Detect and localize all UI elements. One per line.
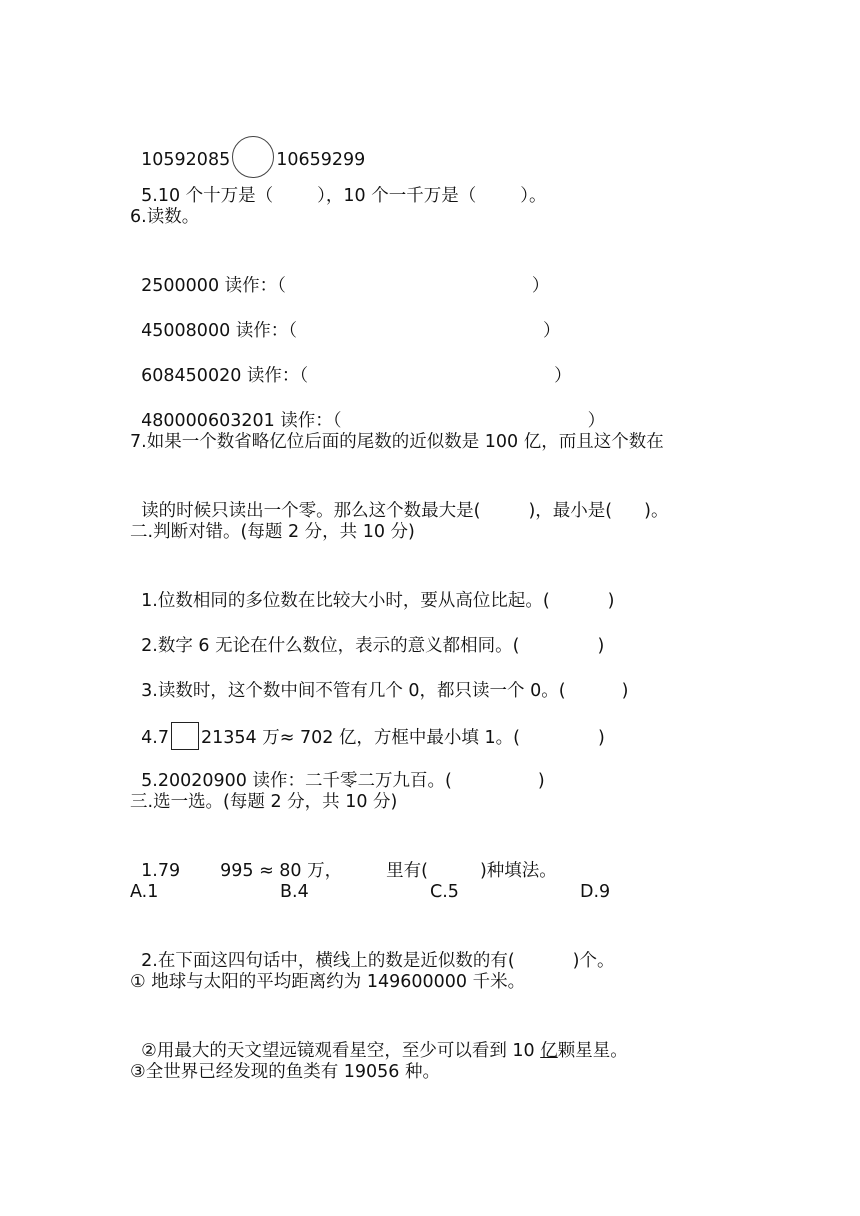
- choice-q2: [130, 925, 615, 973]
- q4-right-number: 10659299: [276, 150, 366, 170]
- choice-q1-option-a[interactable]: A.1: [130, 882, 159, 902]
- q6-item-4-label: 480000603201 读作：（: [141, 411, 342, 431]
- judge-item-3-close: ): [621, 681, 629, 701]
- statement-2-post: 颗星星。: [557, 1041, 628, 1061]
- statement-2: [130, 1015, 628, 1063]
- judge-item-4-close: ): [597, 728, 605, 748]
- section3-title: 三.选一选。(每题 2 分，共 10 分): [130, 792, 398, 812]
- choice-q1-text-c: 里有(: [386, 861, 428, 881]
- judge-item-1-text: 1.位数相同的多位数在比较大小时，要从高位比起。(: [141, 591, 550, 611]
- choice-q1-text-b: 995 ≈ 80 万，: [220, 861, 343, 881]
- q6-title: 6.读数。: [130, 207, 200, 227]
- q6-item-4: [130, 385, 605, 433]
- judge-item-5-close: ): [537, 771, 545, 791]
- choice-q2-text-b: )个。: [572, 951, 615, 971]
- judge-item-3-text: 3.读数时，这个数中间不管有几个 0，都只读一个 0。(: [141, 681, 566, 701]
- q5-text-b: ），10 个一千万是（: [317, 186, 477, 206]
- q5-text-a: 5.10 个十万是（: [141, 186, 274, 206]
- q5-line: [130, 160, 547, 208]
- q6-item-3-close: ）: [554, 366, 572, 386]
- q6-item-3: [130, 340, 572, 388]
- q7-line-2: [130, 475, 668, 523]
- q5-text-c: ）。: [520, 186, 547, 206]
- statement-3: ③全世界已经发现的鱼类有 19056 种。: [130, 1062, 440, 1082]
- q6-item-3-label: 608450020 读作：（: [141, 366, 309, 386]
- q7-text-b: )，最小是(: [528, 501, 613, 521]
- choice-q1-option-c[interactable]: C.5: [430, 882, 459, 902]
- q7-line-1: 7.如果一个数省略亿位后面的尾数的近似数是 100 亿，而且这个数在: [130, 432, 664, 452]
- q6-item-4-close: ）: [587, 411, 606, 431]
- q6-item-1-close: ）: [531, 276, 550, 296]
- q6-item-1-label: 2500000 读作：（: [141, 276, 286, 296]
- q7-text-c: )。: [644, 501, 669, 521]
- statement-2-underlined: 亿: [540, 1041, 558, 1061]
- choice-q1-text-a: 1.79: [141, 861, 181, 881]
- choice-q1-text-d: )种填法。: [479, 861, 557, 881]
- choice-q1-option-b[interactable]: B.4: [280, 882, 309, 902]
- judge-item-1: [130, 565, 615, 613]
- choice-q2-text-a: 2.在下面这四句话中，横线上的数是近似数的有(: [141, 951, 515, 971]
- q6-item-1: [130, 250, 549, 298]
- choice-q1-option-d[interactable]: D.9: [580, 882, 611, 902]
- q7-text-a: 读的时候只读出一个零。那么这个数最大是(: [141, 501, 481, 521]
- judge-item-2-close: ): [597, 636, 605, 656]
- q6-item-2: [130, 295, 561, 343]
- section2-title: 二.判断对错。(每题 2 分，共 10 分): [130, 522, 415, 542]
- judge-item-4-text-a: 4.7: [141, 728, 169, 748]
- statement-2-pre: ②用最大的天文望远镜观看星空，至少可以看到 10: [141, 1041, 541, 1061]
- judge-item-5: [130, 745, 545, 793]
- judge-item-1-close: ): [607, 591, 615, 611]
- judge-item-3: [130, 655, 628, 703]
- judge-item-5-text: 5.20020900 读作：二千零二万九百。(: [141, 771, 452, 791]
- judge-item-4-text-b: 21354 万≈ 702 亿，方框中最小填 1。(: [200, 728, 520, 748]
- q6-item-2-close: ）: [543, 321, 561, 341]
- choice-q1: [130, 835, 557, 883]
- judge-item-2: [130, 610, 604, 658]
- judge-item-2-text: 2.数字 6 无论在什么数位，表示的意义都相同。(: [141, 636, 520, 656]
- q4-left-number: 10592085: [141, 150, 231, 170]
- q6-item-2-label: 45008000 读作：（: [141, 321, 298, 341]
- statement-1: ① 地球与太阳的平均距离约为 149600000 千米。: [130, 972, 526, 992]
